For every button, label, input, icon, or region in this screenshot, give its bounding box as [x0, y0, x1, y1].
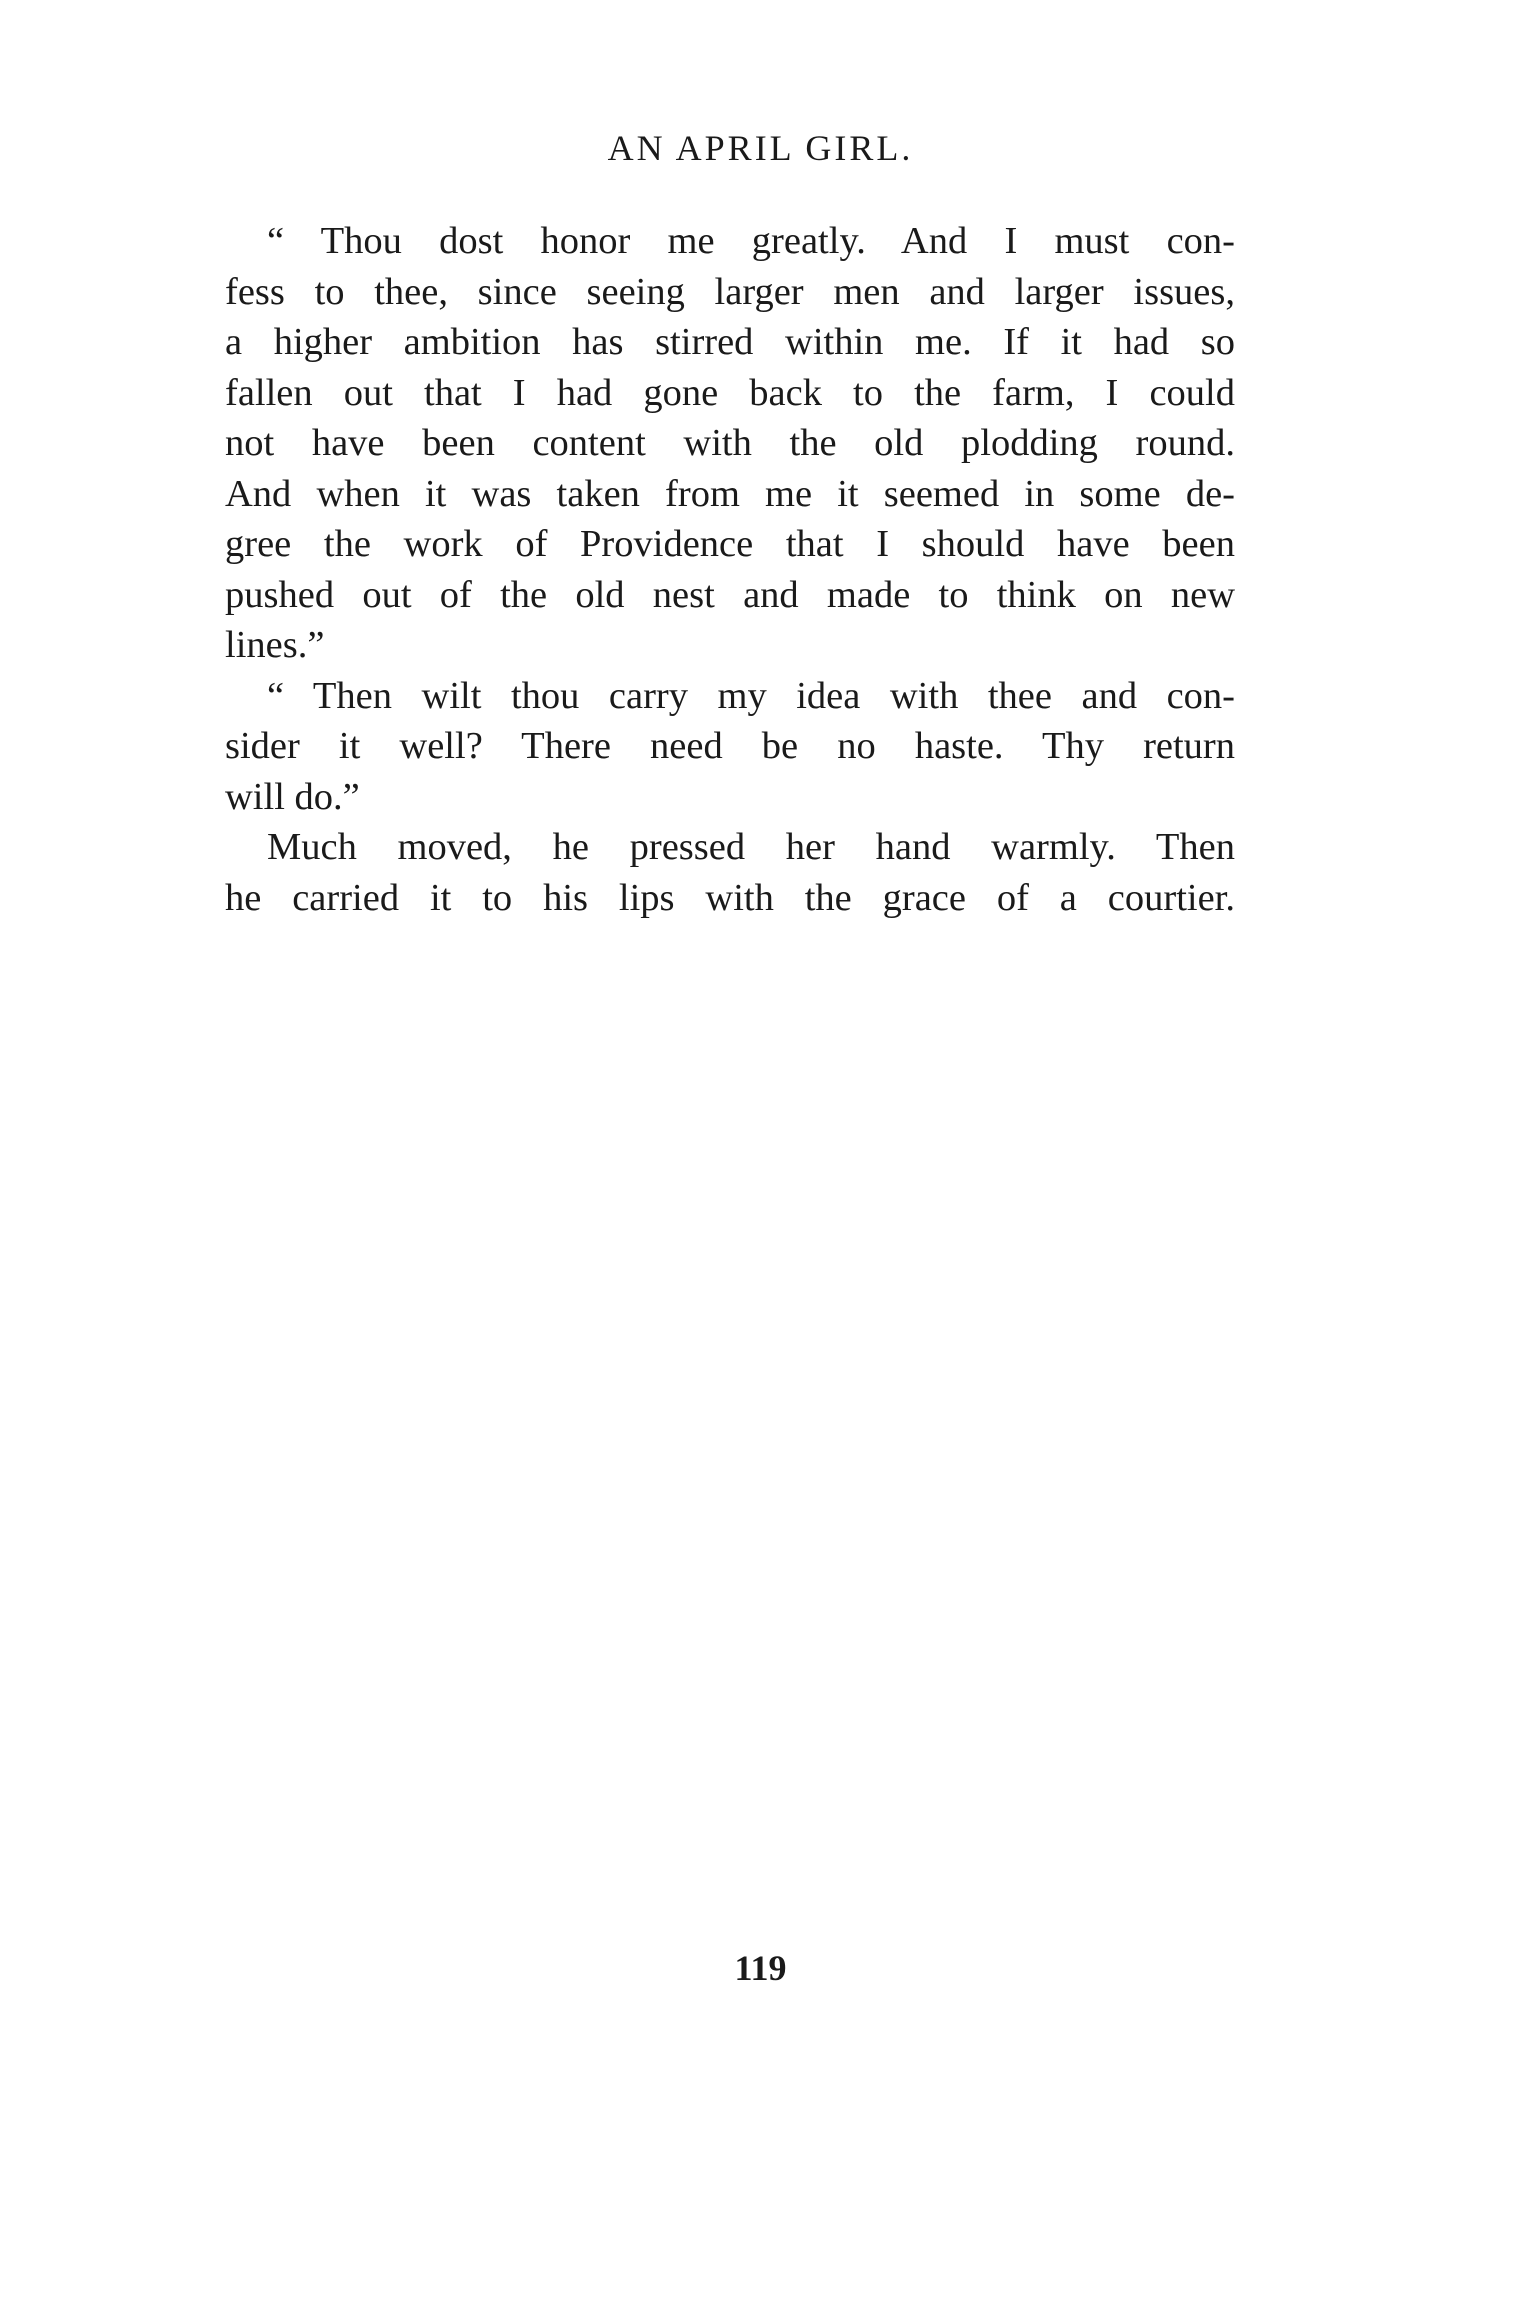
- text-line: pushed out of the old nest and made to think on new: [225, 573, 1235, 616]
- text-line: a higher ambition has stirred within me. If it had so: [225, 321, 1235, 363]
- running-title: AN APRIL GIRL.: [607, 128, 914, 168]
- text-line: Much moved, he pressed her hand warmly. Then: [267, 826, 1235, 868]
- text-line: will do.”: [225, 775, 360, 818]
- text-line: “ Thou dost honor me greatly. And I must con-: [267, 220, 1235, 262]
- body-text: [225, 216, 1235, 923]
- page-number: 119: [734, 1948, 787, 1988]
- text-line: sider it well? There need be no haste. Thy return: [225, 725, 1235, 767]
- text-line: “ Then wilt thou carry my idea with thee and con-: [267, 674, 1235, 717]
- text-line: fess to thee, since seeing larger men and larger issues,: [225, 270, 1235, 313]
- text-line: lines.”: [225, 624, 325, 666]
- text-line: fallen out that I had gone back to the farm, I could: [225, 371, 1235, 414]
- text-line: he carried it to his lips with the grace of a courtier.: [225, 876, 1235, 919]
- text-line: not have been content with the old plodding round.: [225, 422, 1235, 464]
- text-line: gree the work of Providence that I should have been: [225, 523, 1235, 565]
- text-line: And when it was taken from me it seemed in some de-: [225, 472, 1235, 515]
